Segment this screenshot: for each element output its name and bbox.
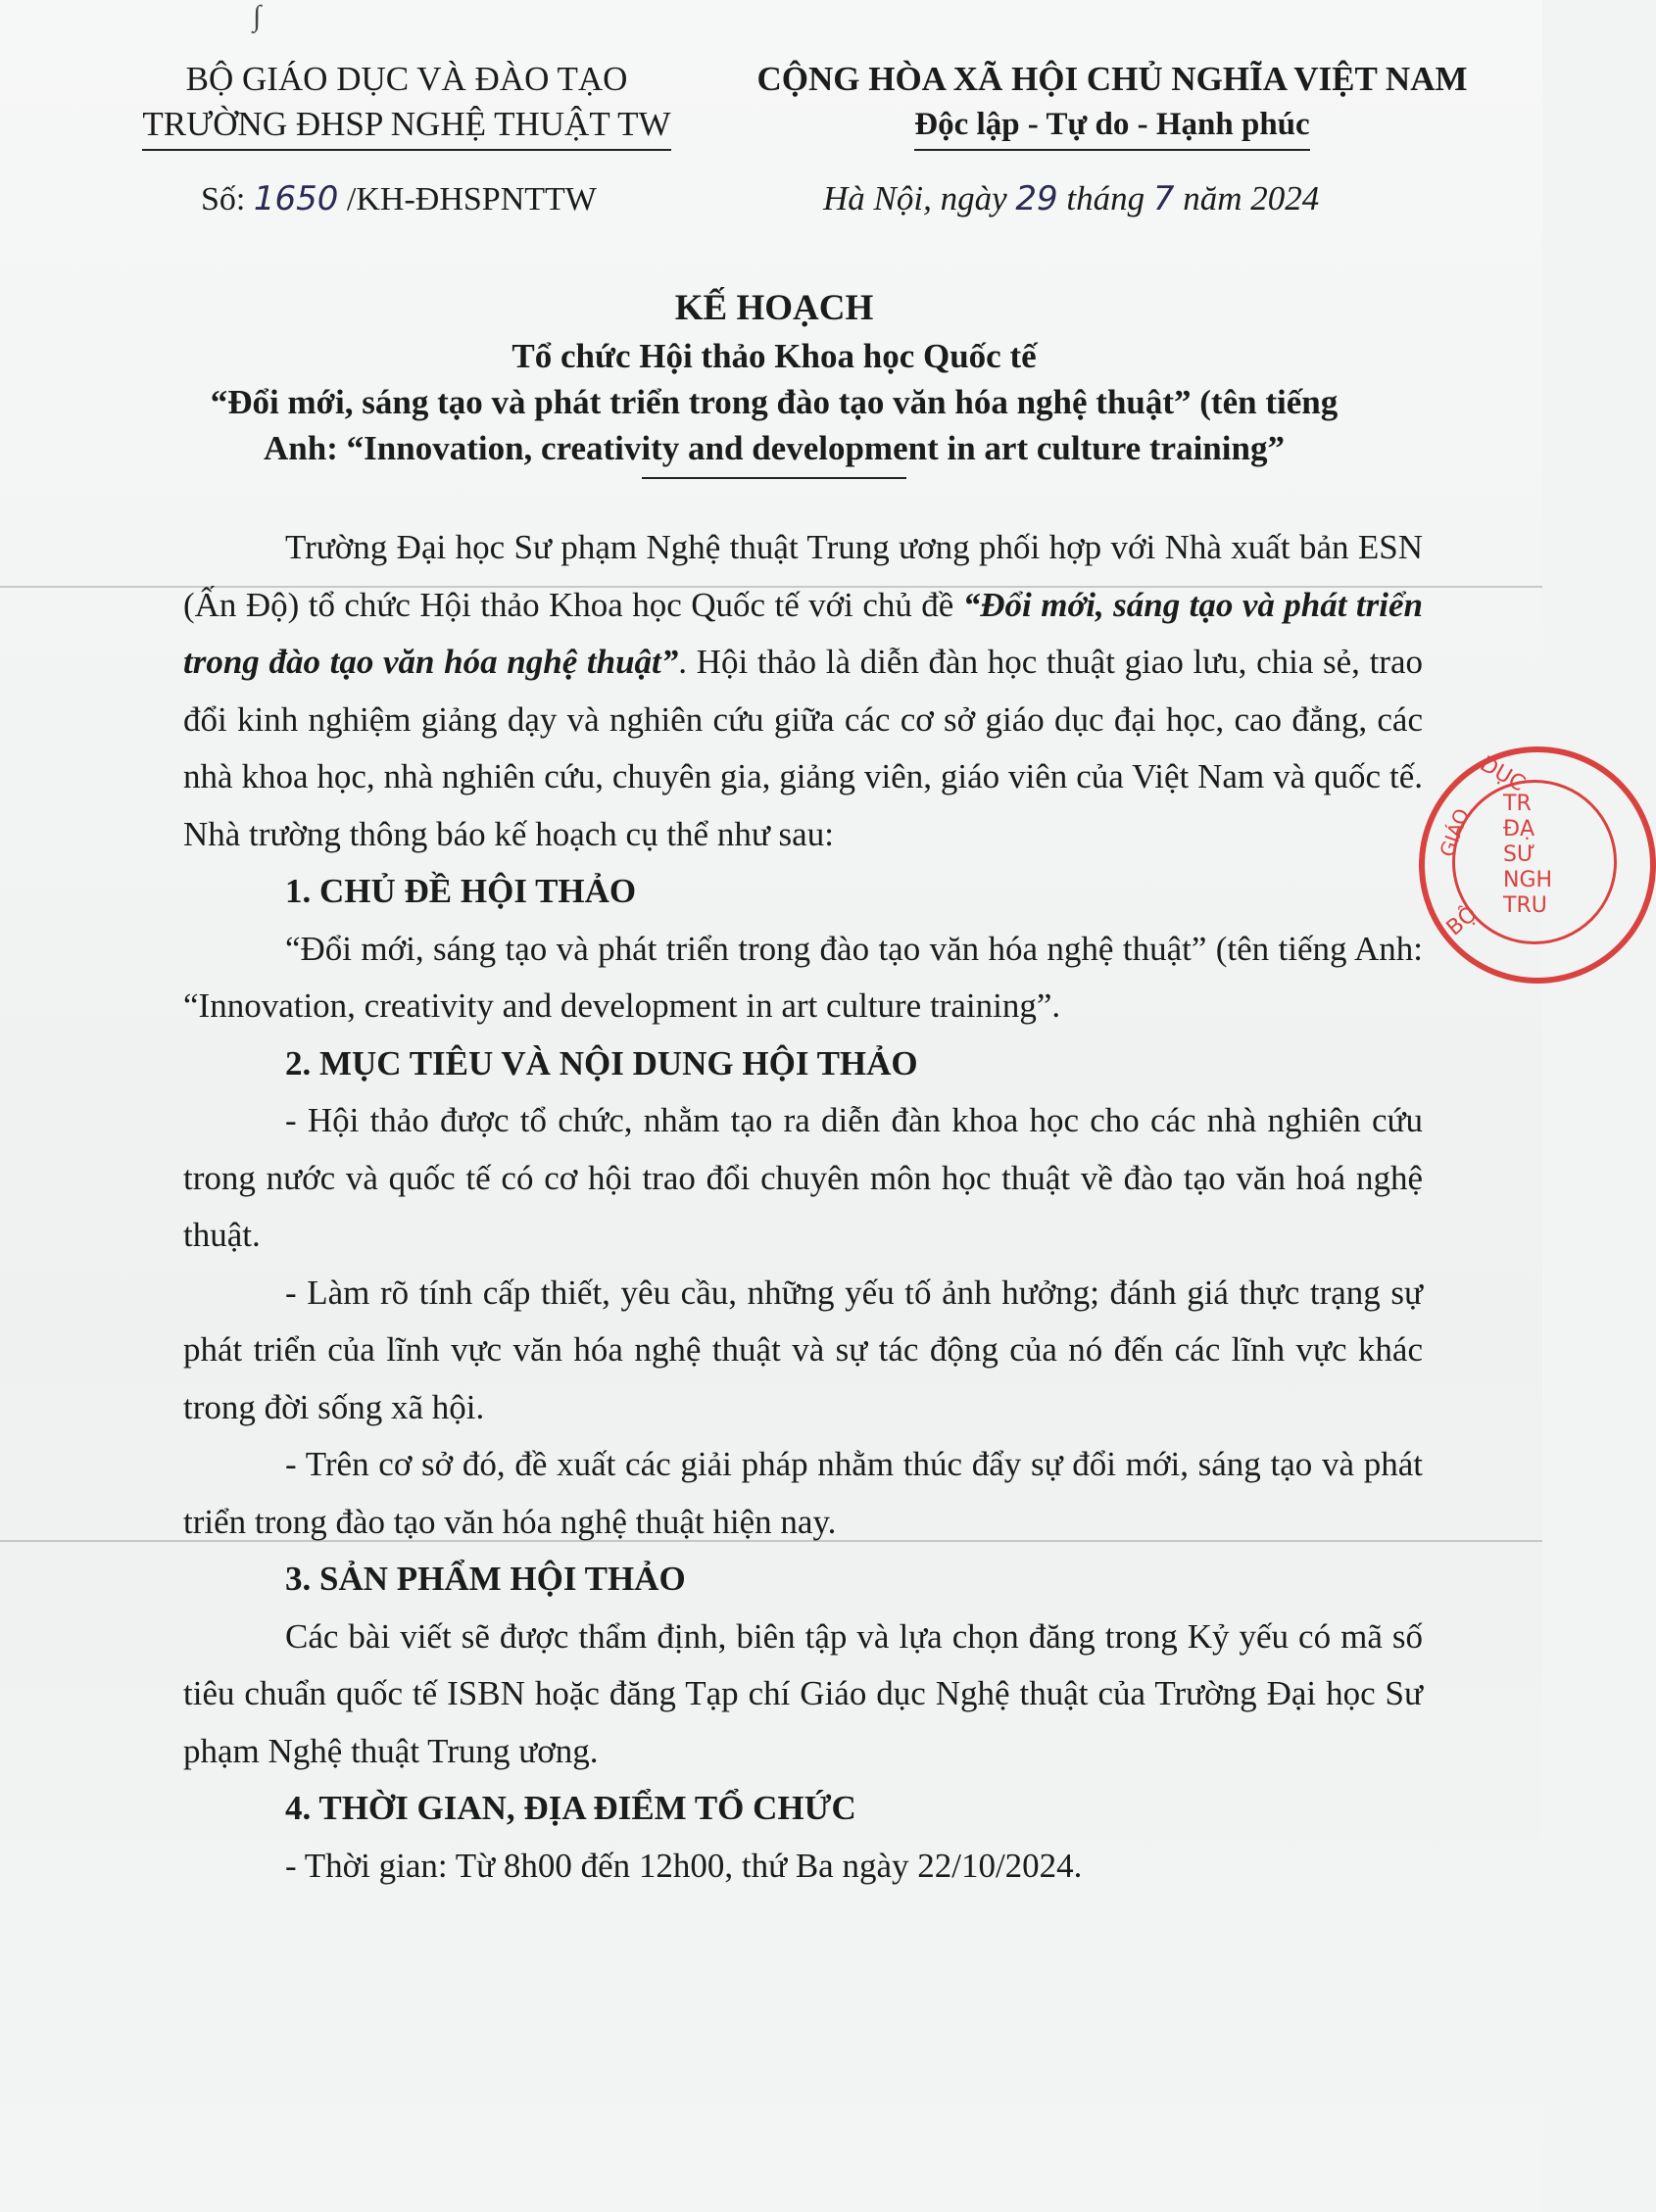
national-motto: Độc lập - Tự do - Hạnh phúc [914, 102, 1309, 151]
section-1-heading: 1. CHỦ ĐỀ HỘI THẢO [285, 872, 637, 910]
section-2-paragraph: - Trên cơ sở đó, đề xuất các giải pháp nhằm thúc đẩy sự đổi mới, sáng tạo và phát triển trong đào tạo văn hóa nghệ thuật hiện nay. [183, 1445, 1423, 1541]
handwritten-number: 1650 [253, 179, 339, 218]
header-right [720, 57, 1504, 151]
title-rule [642, 477, 906, 479]
document-date: Hà Nội, ngày 29 tháng 7 năm 2024 [823, 179, 1320, 218]
country-name: CỘNG HÒA XÃ HỘI CHỦ NGHĨA VIỆT NAM [756, 60, 1468, 98]
title-line-2: “Đổi mới, sáng tạo và phát triển trong đào tạo văn hóa nghệ thuật” (tên tiếng [210, 383, 1339, 421]
ministry-name: BỘ GIÁO DỤC VÀ ĐÀO TẠO [185, 60, 628, 98]
title-main: KẾ HOẠCH [674, 288, 874, 328]
document-body [183, 519, 1423, 1895]
title-line-1: Tổ chức Hội thảo Khoa học Quốc tế [511, 337, 1037, 375]
handwritten-month: 7 [1152, 179, 1175, 218]
section-3-heading: 3. SẢN PHẨM HỘI THẢO [285, 1560, 686, 1598]
handwritten-day: 29 [1015, 179, 1058, 218]
school-name: TRƯỜNG ĐHSP NGHỆ THUẬT TW [142, 102, 670, 151]
section-4-heading: 4. THỜI GIAN, ĐỊA ĐIỂM TỔ CHỨC [285, 1789, 856, 1827]
intro-theme: “Đổi mới, sáng tạo và phát triển trong đào tạo văn hóa nghệ thuật” [183, 585, 1423, 681]
section-3-text: Các bài viết sẽ được thẩm định, biên tập và lựa chọn đăng trong Kỷ yếu có mã số tiêu chuẩn quốc tế ISBN hoặc đăng Tạp chí Giáo dục Nghệ thuật của Trường Đại học Sư phạm Nghệ thuật Trung ương. [183, 1616, 1423, 1770]
intro-paragraph: Trường Đại học Sư phạm Nghệ thuật Trung ương phối hợp với Nhà xuất bản ESN (Ấn Độ) tổ chức Hội thảo Khoa học Quốc tế với chủ đề “Đổi mới, sáng tạo và phát triển trong đào tạo văn hóa nghệ thuật”. Hội thảo là diễn đàn học thuật giao lưu, chia sẻ, trao đổi kinh nghiệm giảng dạy và nghiên cứu giữa các cơ sở giáo dục đại học, cao đẳng, các nhà khoa học, nhà nghiên cứu, chuyên gia, giảng viên, giáo viên của Việt Nam và quốc tế. Nhà trường thông báo kế hoạch cụ thể như sau: [183, 528, 1423, 853]
red-seal-stamp: DỤC GIÁO BỘ TR ĐẠ SƯ NGH TRU [1419, 746, 1656, 984]
section-4-time: - Thời gian: Từ 8h00 đến 12h00, thứ Ba ngày 22/10/2024. [285, 1846, 1083, 1885]
title-line-3: Anh: “Innovation, creativity and development in art culture training” [264, 429, 1285, 467]
section-2-paragraph: - Hội thảo được tổ chức, nhằm tạo ra diễn đàn khoa học cho các nhà nghiên cứu trong nước và quốc tế có cơ hội trao đổi chuyên môn học thuật về đào tạo văn hoá nghệ thuật. [183, 1101, 1423, 1254]
document-number: Số: 1650 /KH-ĐHSPNTTW [201, 179, 597, 218]
header-left [103, 57, 710, 151]
section-1-text: “Đổi mới, sáng tạo và phát triển trong đào tạo văn hóa nghệ thuật” (tên tiếng Anh: “Innovation, creativity and development in art culture training”. [183, 929, 1423, 1025]
document-title [118, 284, 1431, 479]
corner-mark: ∫ [253, 0, 262, 32]
section-2-heading: 2. MỤC TIÊU VÀ NỘI DUNG HỘI THẢO [285, 1043, 918, 1082]
section-2-paragraph: - Làm rõ tính cấp thiết, yêu cầu, những yếu tố ảnh hưởng; đánh giá thực trạng sự phát triển của lĩnh vực văn hóa nghệ thuật và sự tác động của nó đến các lĩnh vực khác trong đời sống xã hội. [183, 1273, 1423, 1426]
